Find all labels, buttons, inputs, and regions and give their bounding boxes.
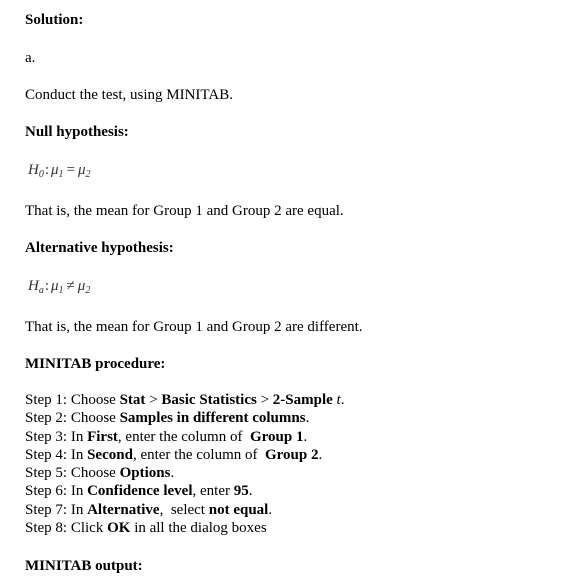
procedure-step-5: Step 5: Choose Options. bbox=[25, 465, 175, 482]
alternative-hypothesis-explanation: That is, the mean for Group 1 and Group 2 are different. bbox=[25, 319, 363, 335]
alternative-hypothesis-formula: $H_a$: $\mu_1 \ne \mu_2$ bbox=[28, 278, 91, 296]
output-heading: MINITAB output: bbox=[25, 558, 143, 574]
procedure-step-1: Step 1: Choose Stat > Basic Statistics > 2-Sample t. bbox=[25, 392, 345, 408]
procedure-heading: MINITAB procedure: bbox=[25, 356, 166, 372]
procedure-steps bbox=[25, 391, 344, 537]
null-hypothesis-explanation: That is, the mean for Group 1 and Group 2 are equal. bbox=[25, 203, 344, 219]
null-hypothesis-formula: $H_0$: $\mu_1 = \mu_2$ bbox=[28, 162, 91, 180]
procedure-step-7: Step 7: In Alternative, select not equal. bbox=[25, 501, 273, 518]
alternative-hypothesis-heading: Alternative hypothesis: bbox=[25, 240, 174, 256]
solution-document bbox=[25, 0, 575, 584]
intro-text: Conduct the test, using MINITAB. bbox=[25, 87, 233, 103]
procedure-step-3: Step 3: In First, enter the column of Group 1. bbox=[25, 428, 308, 445]
solution-heading: Solution: bbox=[25, 12, 84, 28]
part-label: a. bbox=[25, 50, 36, 66]
null-hypothesis-heading: Null hypothesis: bbox=[25, 124, 129, 140]
procedure-step-8: Step 8: Click OK in all the dialog boxes bbox=[25, 520, 267, 537]
procedure-step-4: Step 4: In Second, enter the column of Group 2. bbox=[25, 446, 323, 463]
procedure-step-6: Step 6: In Confidence level, enter 95. bbox=[25, 483, 253, 500]
procedure-step-2: Step 2: Choose Samples in different columns. bbox=[25, 410, 310, 427]
